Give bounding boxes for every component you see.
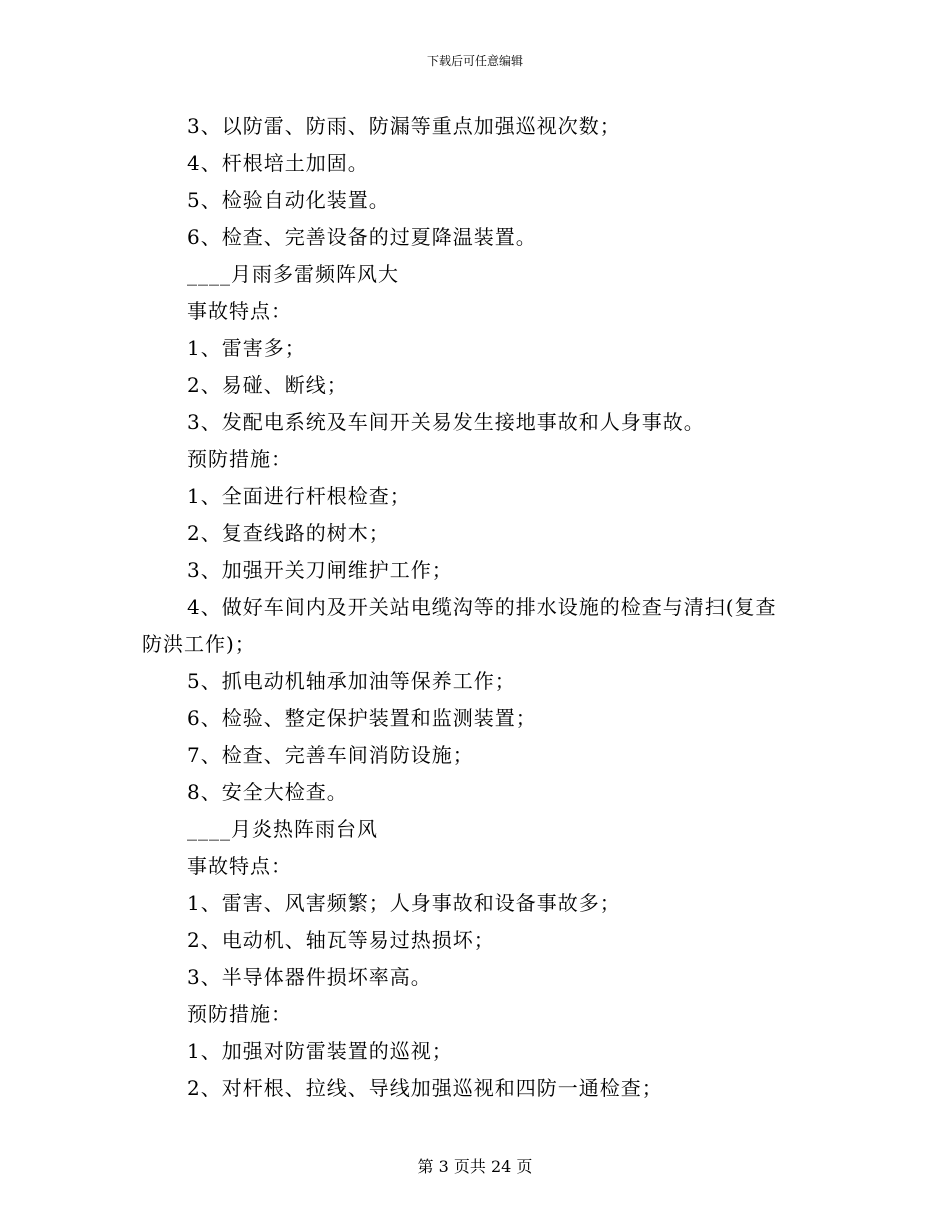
body-line: 2、易碰、断线； — [187, 373, 348, 397]
body-line: 7、检查、完善车间消防设施； — [187, 743, 474, 767]
body-line: 3、发配电系统及车间开关易发生接地事故和人身事故。 — [187, 410, 705, 434]
body-line-continuation: 防洪工作)； — [142, 632, 256, 656]
subsection-label: 预防措施： — [187, 447, 292, 471]
body-line: 5、抓电动机轴承加油等保养工作； — [187, 669, 516, 693]
body-line: 4、做好车间内及开关站电缆沟等的排水设施的检查与清扫(复查 — [187, 595, 777, 619]
body-line: 3、半导体器件损坏率高。 — [187, 965, 432, 989]
document-body — [142, 108, 822, 1107]
body-line: 1、雷害、风害频繁；人身事故和设备事故多； — [187, 891, 621, 915]
body-line: 6、检验、整定保护装置和监测装置； — [187, 706, 537, 730]
body-line: 1、雷害多； — [187, 336, 306, 360]
body-line: 2、对杆根、拉线、导线加强巡视和四防一通检查； — [187, 1076, 663, 1100]
section-heading: ____月雨多雷频阵风大 — [187, 262, 399, 286]
body-line: 8、安全大检查。 — [187, 780, 348, 804]
body-line: 3、以防雷、防雨、防漏等重点加强巡视次数； — [187, 114, 621, 138]
subsection-label: 预防措施： — [187, 1002, 292, 1026]
body-line: 2、电动机、轴瓦等易过热损坏； — [187, 928, 495, 952]
body-line: 1、加强对防雷装置的巡视； — [187, 1039, 453, 1063]
body-line: 5、检验自动化装置。 — [187, 188, 390, 212]
body-line: 3、加强开关刀闸维护工作； — [187, 558, 453, 582]
page-header: 下载后可任意编辑 — [426, 54, 523, 68]
body-line: 6、检查、完善设备的过夏降温装置。 — [187, 225, 537, 249]
body-line: 2、复查线路的树木； — [187, 521, 390, 545]
page-number: 第 3 页共 24 页 — [417, 1157, 533, 1176]
subsection-label: 事故特点： — [187, 299, 292, 323]
body-line: 1、全面进行杆根检查； — [187, 484, 411, 508]
section-heading: ____月炎热阵雨台风 — [187, 817, 378, 841]
subsection-label: 事故特点： — [187, 854, 292, 878]
body-line: 4、杆根培土加固。 — [187, 151, 369, 175]
